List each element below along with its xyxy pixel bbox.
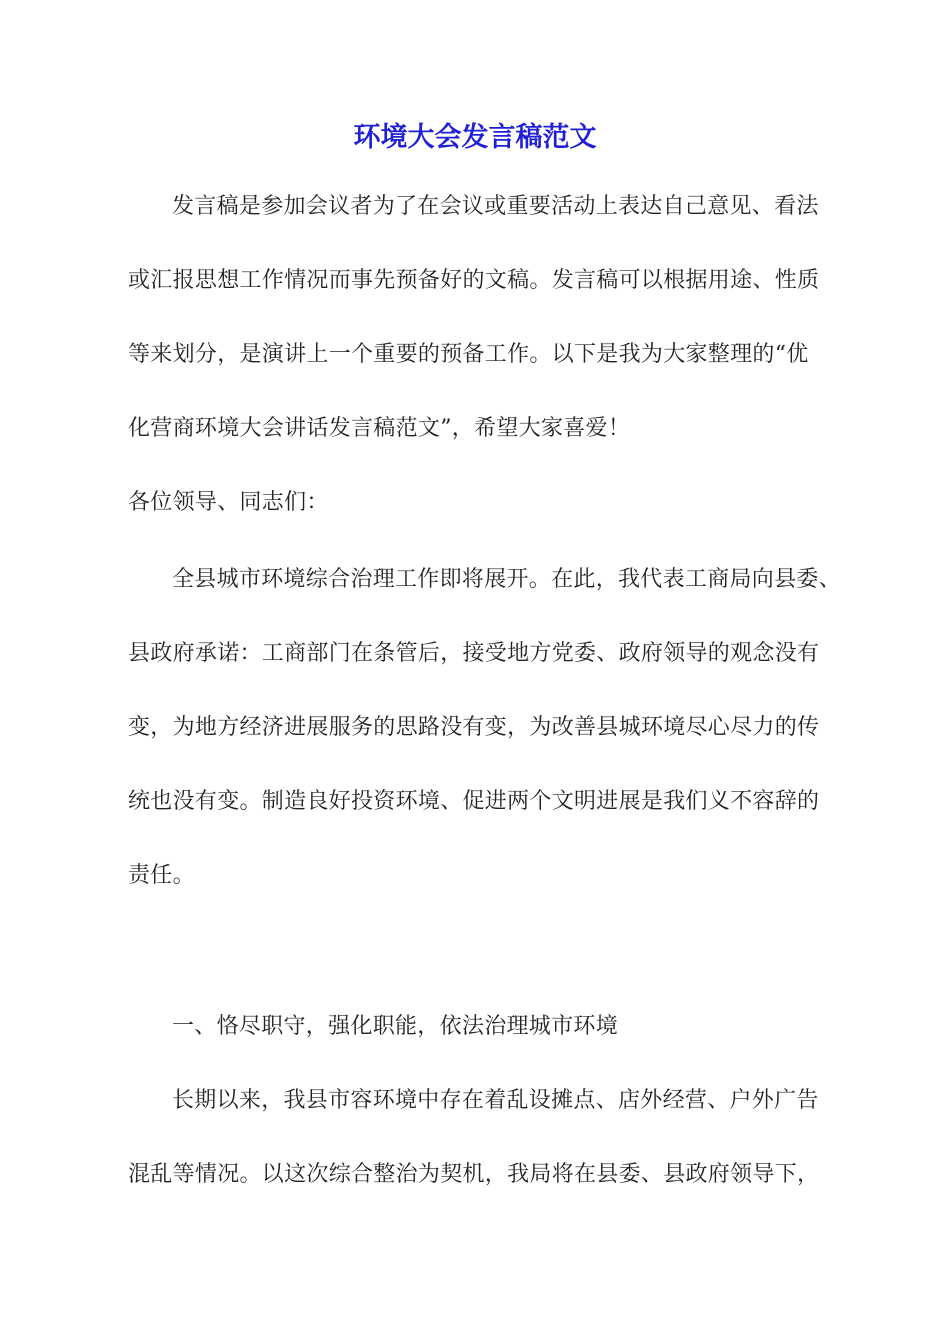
paragraph-line-7: 变，为地方经济进展服务的思路没有变，为改善县城环境尽心尽力的传	[128, 715, 820, 740]
paragraph-line-4: 化营商环境大会讲话发言稿范文”，希望大家喜爱！	[128, 416, 631, 441]
document-title: 环境大会发言稿范文	[353, 122, 597, 153]
paragraph-line-1: 发言稿是参加会议者为了在会议或重要活动上表达自己意见、看法	[172, 194, 819, 219]
paragraph-line-11: 混乱等情况。以这次综合整治为契机，我局将在县委、县政府领导下，	[128, 1162, 820, 1187]
paragraph-line-10: 长期以来，我县市容环境中存在着乱设摊点、店外经营、户外广告	[172, 1088, 819, 1113]
paragraph-line-2: 或汇报思想工作情况而事先预备好的文稿。发言稿可以根据用途、性质	[128, 268, 820, 293]
paragraph-line-5: 全县城市环境综合治理工作即将展开。在此，我代表工商局向县委、	[172, 567, 842, 592]
paragraph-line-8: 统也没有变。制造良好投资环境、促进两个文明进展是我们义不容辞的	[128, 789, 820, 814]
paragraph-line-6: 县政府承诺：工商部门在条管后，接受地方党委、政府领导的观念没有	[128, 641, 820, 666]
salutation-line: 各位领导、同志们：	[128, 490, 329, 515]
paragraph-line-3: 等来划分，是演讲上一个重要的预备工作。以下是我为大家整理的“优	[128, 342, 809, 367]
paragraph-line-9: 责任。	[128, 863, 195, 888]
section-heading-1: 一、恪尽职守，强化职能，依法治理城市环境	[172, 1014, 619, 1039]
